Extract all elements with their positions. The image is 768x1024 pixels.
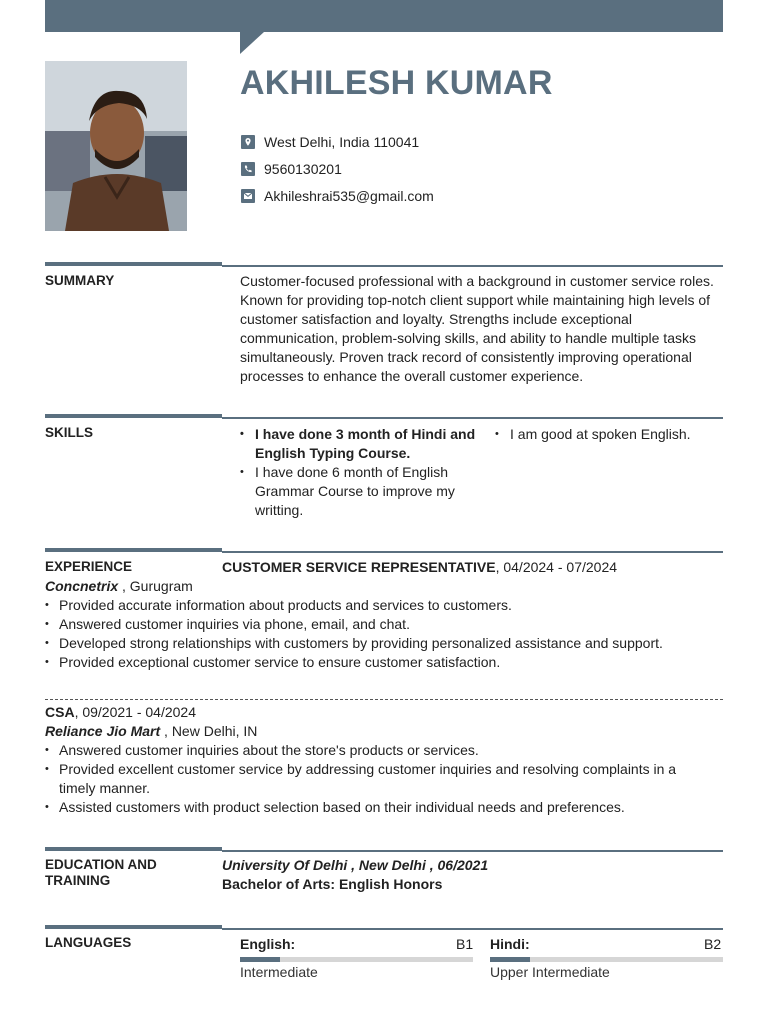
- language-hindi-desc: Upper Intermediate: [490, 964, 610, 980]
- skill-item: • I have done 3 month of Hindi and English Typing Course.: [240, 425, 480, 463]
- education-rule-thick: [45, 847, 222, 851]
- job-1-bullet: • Developed strong relationships with customers by providing personalized assistance and support.: [45, 634, 715, 653]
- job-1-bullet: • Provided exceptional customer service to ensure customer satisfaction.: [45, 653, 715, 672]
- summary-heading: SUMMARY: [45, 273, 115, 288]
- profile-photo: [45, 61, 187, 231]
- languages-rule-thin: [222, 928, 723, 930]
- job-2-bullet: • Assisted customers with product selection based on their individual needs and preferences.: [45, 798, 705, 817]
- skill-item: • I am good at spoken English.: [495, 425, 723, 444]
- job-1-bullets: [45, 596, 715, 672]
- contact-email: [240, 188, 434, 204]
- experience-heading: EXPERIENCE: [45, 559, 133, 574]
- language-english-name: English:: [240, 936, 296, 952]
- contact-address: [240, 134, 419, 150]
- languages-rule-thick: [45, 925, 222, 929]
- experience-rule-thick: [45, 548, 222, 552]
- experience-rule-thin: [222, 551, 723, 553]
- education-heading-line1: EDUCATION AND: [45, 857, 157, 872]
- skills-list-right: [495, 425, 723, 444]
- phone-text[interactable]: 9560130201: [264, 161, 342, 177]
- language-english-bar-fill: [240, 957, 280, 962]
- job-2-title-line: [45, 703, 196, 722]
- language-english-level: B1: [456, 936, 474, 952]
- summary-rule-thick: [45, 262, 222, 266]
- job-2-company: Reliance Jio Mart: [45, 723, 161, 739]
- job-2-bullet: • Answered customer inquiries about the store's products or services.: [45, 741, 705, 760]
- job-1-location: , Gurugram: [118, 578, 193, 594]
- job-2-role: CSA: [45, 704, 75, 720]
- email-text[interactable]: Akhileshrai535@gmail.com: [264, 188, 434, 204]
- location-pin-icon: [240, 135, 255, 150]
- header-bar-notch: [240, 32, 264, 54]
- job-divider: [45, 699, 723, 700]
- education-heading: [45, 857, 157, 889]
- job-2-company-line: [45, 722, 257, 741]
- job-1-company: Concnetrix: [45, 578, 119, 594]
- job-1-dates: , 04/2024 - 07/2024: [495, 559, 618, 575]
- job-1-bullet: • Answered customer inquiries via phone, email, and chat.: [45, 615, 715, 634]
- job-1-title-line: [222, 558, 617, 577]
- language-hindi-level: B2: [704, 936, 722, 952]
- languages-heading: LANGUAGES: [45, 935, 132, 950]
- address-text: West Delhi, India 110041: [264, 134, 420, 150]
- summary-rule-thin: [222, 265, 723, 267]
- email-icon: [240, 189, 255, 204]
- skills-rule-thick: [45, 414, 222, 418]
- skills-heading: SKILLS: [45, 425, 94, 440]
- phone-icon: [240, 162, 255, 177]
- job-1-bullet: • Provided accurate information about products and services to customers.: [45, 596, 715, 615]
- education-rule-thin: [222, 850, 723, 852]
- skills-list-left: [240, 425, 480, 520]
- education-heading-line2: TRAINING: [45, 873, 111, 888]
- job-1-role: CUSTOMER SERVICE REPRESENTATIVE: [222, 559, 496, 575]
- language-hindi-bar: [490, 957, 723, 962]
- language-hindi-bar-fill: [490, 957, 530, 962]
- job-1-company-line: [45, 577, 193, 596]
- contact-phone: [240, 161, 342, 177]
- language-english-desc: Intermediate: [240, 964, 318, 980]
- job-2-dates: , 09/2021 - 04/2024: [74, 704, 196, 720]
- job-2-location: , New Delhi, IN: [160, 723, 258, 739]
- language-hindi-name: Hindi:: [490, 936, 530, 952]
- education-degree: Bachelor of Arts: English Honors: [222, 876, 443, 892]
- education-school: University Of Delhi , New Delhi , 06/2021: [222, 857, 489, 873]
- candidate-name: AKHILESH KUMAR: [240, 64, 553, 102]
- summary-text: Customer-focused professional with a background in customer service roles. Known for providing top-notch client support while maintaining high levels of customer satisfaction and loyalty. Strengths include exceptional communication, problem-solving skills, and ability to handle multiple tasks simultaneously. Proven track record of consistently improving operational processes to enhance the overall customer experience.: [240, 273, 714, 384]
- header-bar: [45, 0, 723, 32]
- job-2-bullet: • Provided excellent customer service by addressing customer inquiries and resolving complaints in a timely manner.: [45, 760, 705, 798]
- skills-rule-thin: [222, 417, 723, 419]
- language-english-bar: [240, 957, 473, 962]
- job-2-bullets: [45, 741, 705, 817]
- skill-item: • I have done 6 month of English Grammar Course to improve my writting.: [240, 463, 480, 520]
